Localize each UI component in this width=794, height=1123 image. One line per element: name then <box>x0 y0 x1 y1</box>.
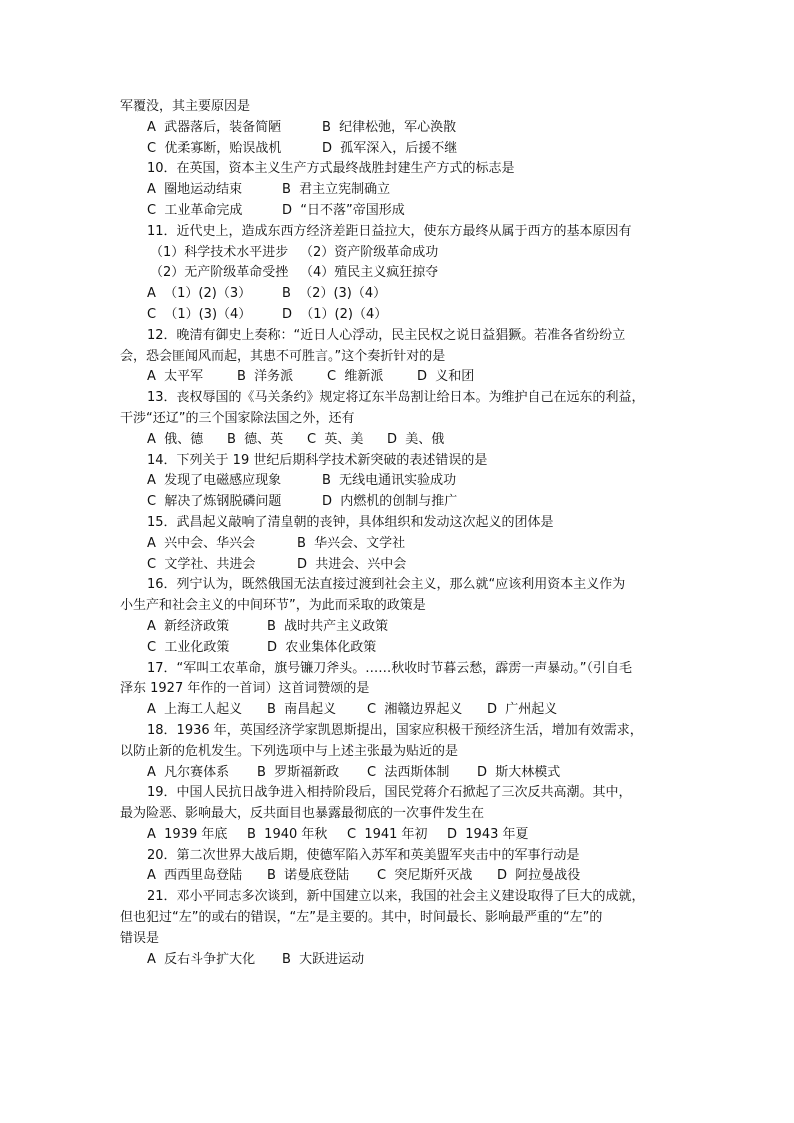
q17-stem-line2: 泽东 1927 年作的一首词）这首词赞颂的是 <box>120 681 370 697</box>
q11-option-a: A （1）(2)（3） <box>147 286 252 302</box>
q11-option-c: C （1）(3)（4） <box>147 306 252 322</box>
q13-stem-line1: 13．丧权辱国的《马关条约》规定将辽东半岛割让给日本。为维护自己在远东的利益， <box>147 390 645 406</box>
q18-options <box>120 763 680 784</box>
q11-items-row2 <box>120 263 680 284</box>
q10-option-c: C 工业革命完成 <box>147 202 243 218</box>
q17-option-c: C 湘赣边界起义 <box>367 702 463 718</box>
q16-stem-line1: 16．列宁认为，既然俄国无法直接过渡到社会主义，那么就“应该利用资本主义作为 <box>147 577 626 593</box>
q11-items-row1 <box>120 243 680 264</box>
q12-stem-line1: 12．晚清有御史上奏称：“近日人心浮动，民主民权之说日益猖獗。若准各省纷纷立 <box>147 327 626 343</box>
q10-stem: 10．在英国，资本主义生产方式最终战胜封建生产方式的标志是 <box>147 161 515 177</box>
q21-option-b: B 大跃进运动 <box>282 951 365 967</box>
q16-option-b: B 战时共产主义政策 <box>267 618 389 634</box>
q10-option-b: B 君主立宪制确立 <box>282 182 391 198</box>
q18-option-d: D 斯大林模式 <box>477 764 561 780</box>
q21-stem-line3: 错误是 <box>120 930 160 946</box>
q19-option-a: A 1939 年底 <box>147 826 228 842</box>
q13-stem-line2: 干涉“还辽”的三个国家除法国之外，还有 <box>120 410 355 426</box>
question-list <box>120 97 680 970</box>
q10-option-a: A 圈地运动结束 <box>147 182 243 198</box>
q12-option-a: A 太平军 <box>147 369 204 385</box>
q9-option-a: A 武器落后，装备简陋 <box>147 119 282 135</box>
q20-stem: 20．第二次世界大战后期，使德军陷入苏军和英美盟军夹击中的军事行动是 <box>147 847 580 863</box>
q10-options-row1 <box>120 180 680 201</box>
q11-item-4: （4）殖民主义疯狂掠夺 <box>300 265 439 281</box>
q15-options-row1 <box>120 534 680 555</box>
q9-stem-continuation: 军覆没，其主要原因是 <box>120 99 251 114</box>
q15-option-b: B 华兴会、文学社 <box>297 535 406 551</box>
q19-options <box>120 825 680 846</box>
q14-option-d: D 内燃机的创制与推广 <box>322 494 458 510</box>
q9-option-b: B 纪律松弛，军心涣散 <box>322 119 457 135</box>
q14-options-row2 <box>120 492 680 513</box>
q16-option-a: A 新经济政策 <box>147 618 230 634</box>
q11-item-1: （1）科学技术水平进步 <box>150 244 289 260</box>
q11-item-2: （2）资产阶级革命成功 <box>300 244 439 260</box>
q13-option-d: D 美、俄 <box>387 431 445 447</box>
q16-option-d: D 农业集体化政策 <box>267 639 377 655</box>
q18-stem-line2: 以防止新的危机发生。下列选项中与上述主张最为贴近的是 <box>120 743 459 759</box>
q11-option-b: B （2）(3)（4） <box>282 286 387 302</box>
q16-options-row2 <box>120 638 680 659</box>
q21-stem-line1: 21．邓小平同志多次谈到，新中国建立以来，我国的社会主义建设取得了巨大的成就， <box>147 889 645 905</box>
q13-option-a: A 俄、德 <box>147 431 204 447</box>
q11-options-row1 <box>120 284 680 305</box>
q15-option-d: D 共进会、兴中会 <box>297 556 407 572</box>
q12-option-d: D 义和团 <box>417 369 475 385</box>
q9-option-d: D 孤军深入，后援不继 <box>322 140 458 156</box>
q13-options <box>120 430 680 451</box>
q11-item-3: （2）无产阶级革命受挫 <box>150 265 289 281</box>
q19-option-b: B 1940 年秋 <box>247 826 328 842</box>
q14-option-a: A 发现了电磁感应现象 <box>147 473 282 489</box>
q19-stem-line1: 19．中国人民抗日战争进入相持阶段后，国民党蒋介石掀起了三次反共高潮。其中， <box>147 785 632 801</box>
q20-option-a: A 西西里岛登陆 <box>147 868 243 884</box>
q20-option-d: D 阿拉曼战役 <box>497 868 581 884</box>
q15-stem: 15．武昌起义敲响了清皇朝的丧钟，具体组织和发动这次起义的团体是 <box>147 514 554 530</box>
q17-option-a: A 上海工人起义 <box>147 702 243 718</box>
q15-option-c: C 文学社、共进会 <box>147 556 256 572</box>
q19-stem-line2: 最为险恶、影响最大，反共面目也暴露最彻底的一次事件发生在 <box>120 806 485 822</box>
q21-stem-line2: 但也犯过“左”的或右的错误，“左”是主要的。其中，时间最长、影响最严重的“左”的 <box>120 910 603 926</box>
q19-option-d: D 1943 年夏 <box>447 826 529 842</box>
q17-stem-line1: 17．“军叫工农革命，旗号镰刀斧头。……秋收时节暮云愁，霹雳一声暴动。”（引自毛 <box>147 660 633 676</box>
q12-stem-line2: 会，恐会匪闻风而起，其患不可胜言。”这个奏折针对的是 <box>120 348 446 364</box>
q18-option-a: A 凡尔赛体系 <box>147 764 230 780</box>
q19-option-c: C 1941 年初 <box>347 826 428 842</box>
q10-options-row2 <box>120 201 680 222</box>
q20-option-b: B 诺曼底登陆 <box>267 868 350 884</box>
q13-option-c: C 英、美 <box>307 431 364 447</box>
q17-option-d: D 广州起义 <box>487 702 558 718</box>
q14-options-row1 <box>120 471 680 492</box>
q20-option-c: C 突尼斯歼灭战 <box>377 868 473 884</box>
q16-options-row1 <box>120 617 680 638</box>
q21-options <box>120 950 680 971</box>
q9-options-row2 <box>120 139 680 160</box>
q9-option-c: C 优柔寡断，贻误战机 <box>147 140 282 156</box>
q18-stem-line1: 18．1936 年，英国经济学家凯恩斯提出，国家应积极干预经济生活，增加有效需求， <box>147 722 643 738</box>
q14-option-b: B 无线电通讯实验成功 <box>322 473 457 489</box>
q17-options <box>120 700 680 721</box>
q15-options-row2 <box>120 555 680 576</box>
q14-stem: 14．下列关于 19 世纪后期科学技术新突破的表述错误的是 <box>147 452 488 468</box>
q11-option-d: D （1）(2)（4） <box>282 306 388 322</box>
q14-option-c: C 解决了炼钢脱磷问题 <box>147 494 282 510</box>
q11-stem: 11．近代史上，造成东西方经济差距日益拉大，使东方最终从属于西方的基本原因有 <box>147 223 632 239</box>
q9-options-row1 <box>120 118 680 139</box>
q21-option-a: A 反右斗争扩大化 <box>147 951 256 967</box>
q10-option-d: D “日不落”帝国形成 <box>282 202 405 218</box>
q15-option-a: A 兴中会、华兴会 <box>147 535 256 551</box>
q16-option-c: C 工业化政策 <box>147 639 230 655</box>
q18-option-c: C 法西斯体制 <box>367 764 450 780</box>
q13-option-b: B 德、英 <box>227 431 284 447</box>
q12-options <box>120 367 680 388</box>
q17-option-b: B 南昌起义 <box>267 702 337 718</box>
q12-option-b: B 洋务派 <box>237 369 294 385</box>
q20-options <box>120 866 680 887</box>
q11-options-row2 <box>120 305 680 326</box>
q12-option-c: C 维新派 <box>327 369 384 385</box>
q16-stem-line2: 小生产和社会主义的中间环节”，为此而采取的政策是 <box>120 598 426 614</box>
q18-option-b: B 罗斯福新政 <box>257 764 340 780</box>
